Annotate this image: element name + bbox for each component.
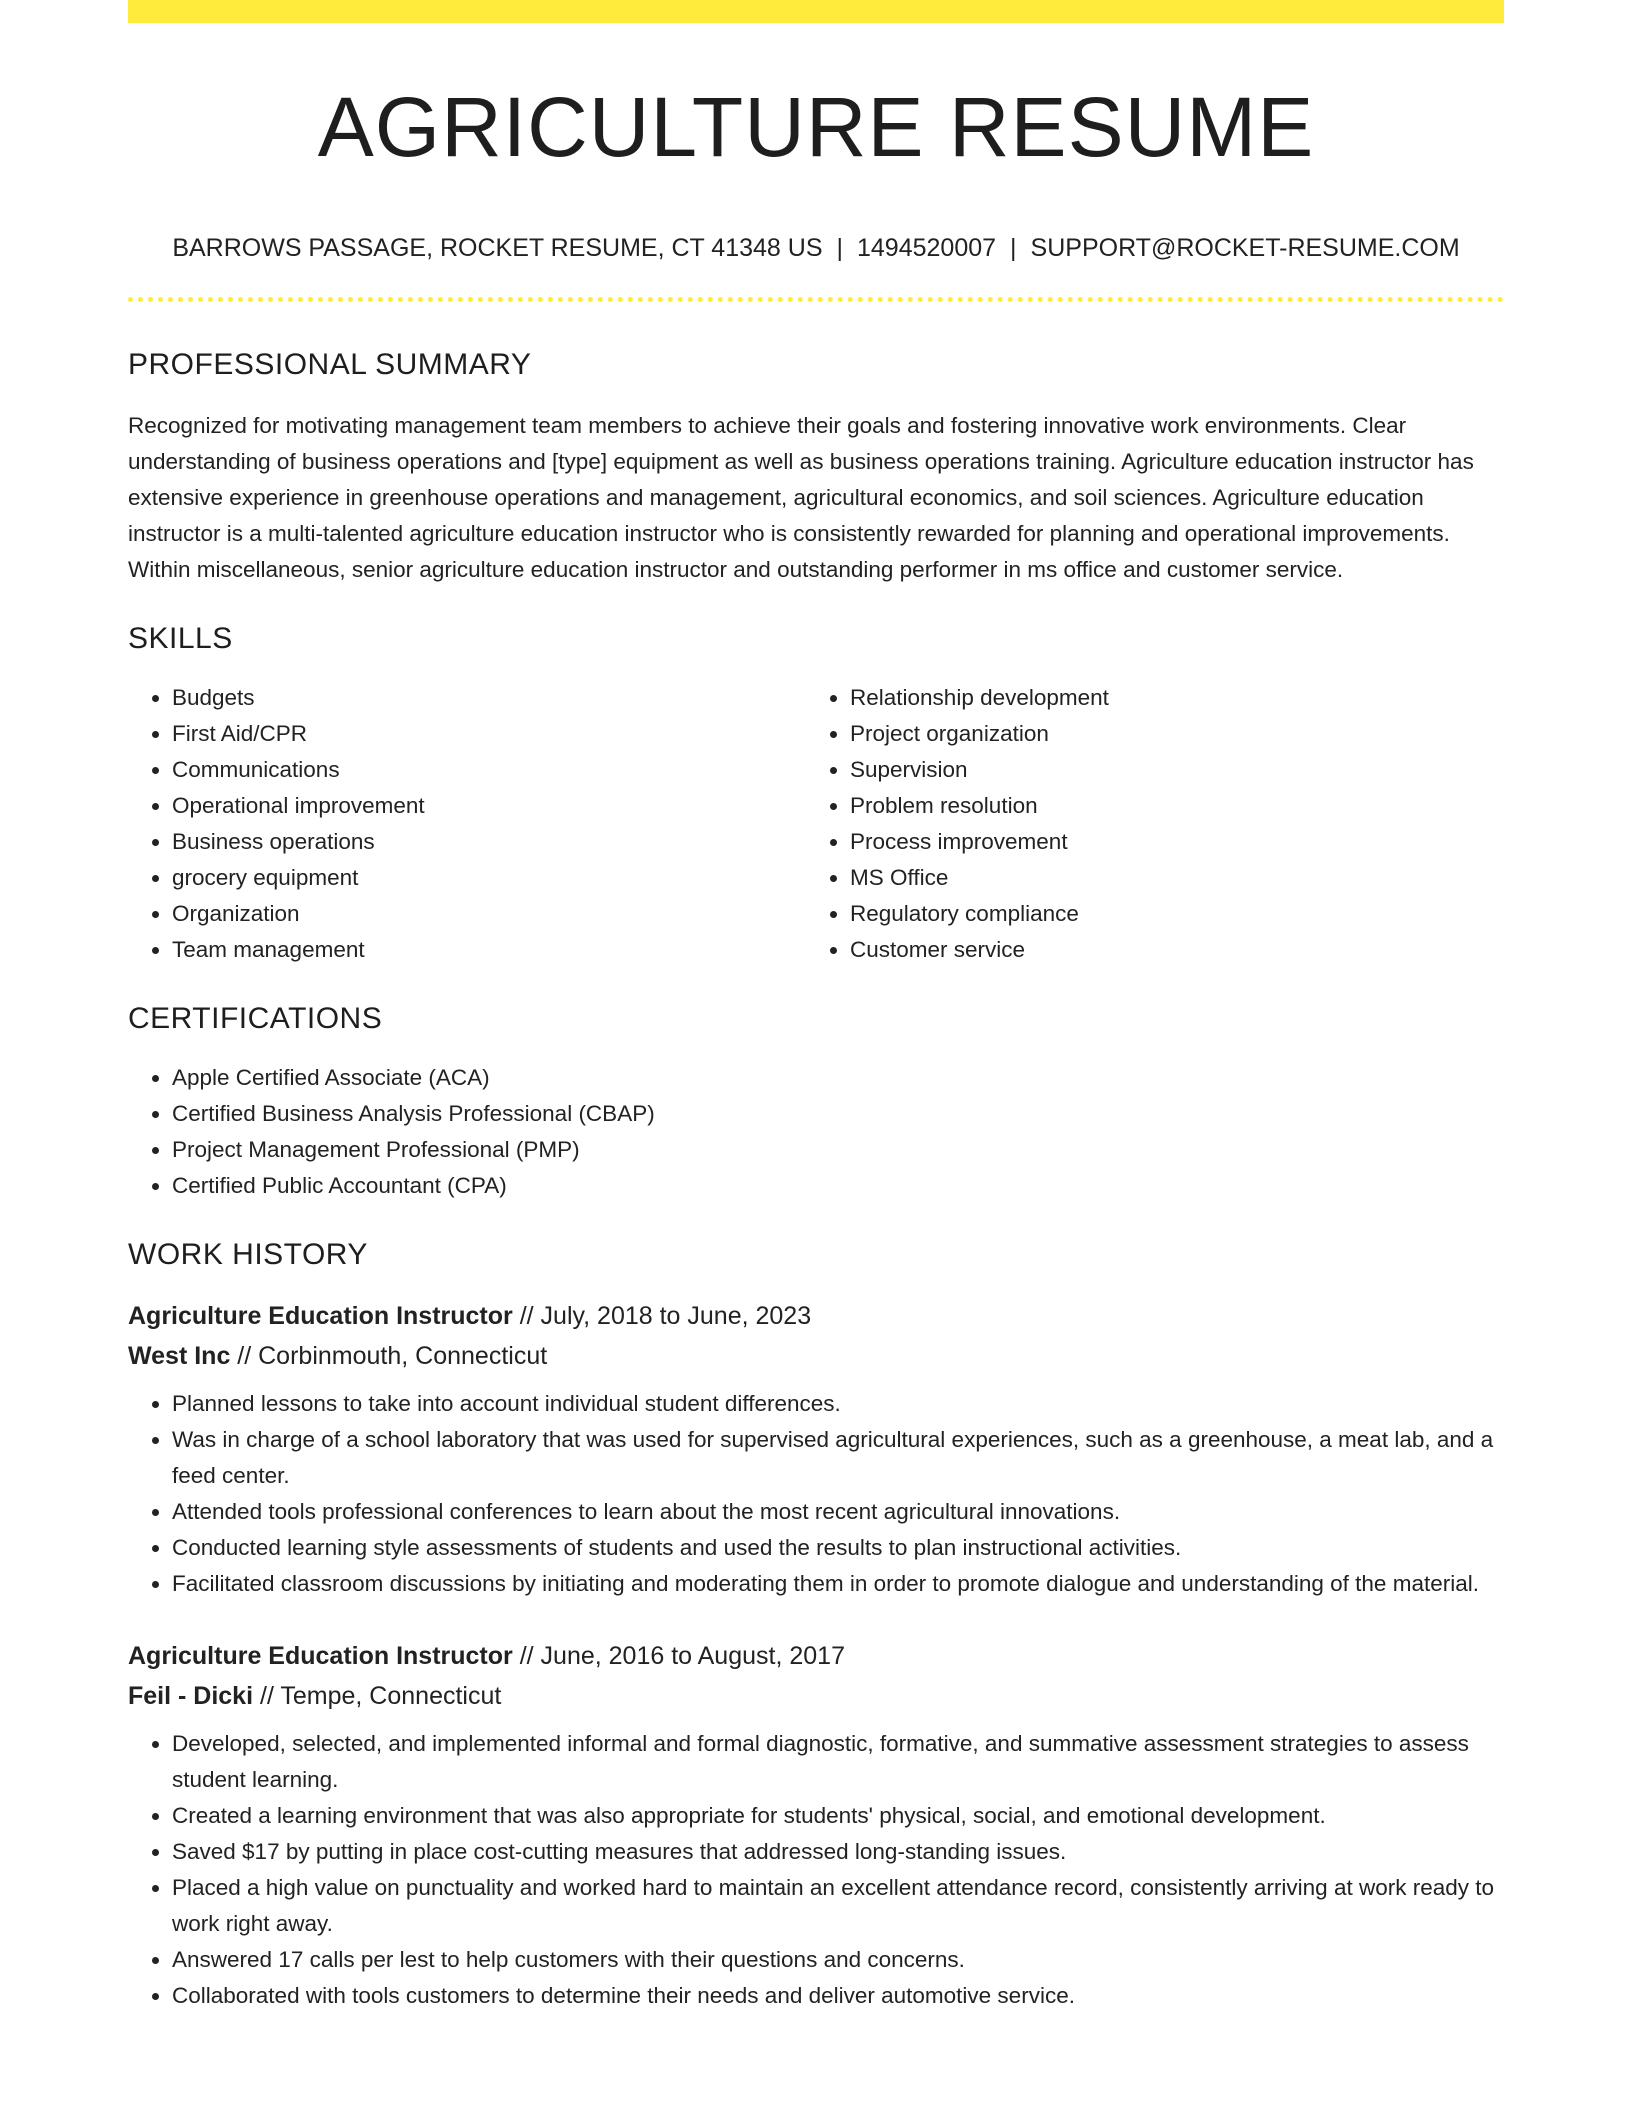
skill-item: • grocery equipment — [172, 860, 806, 896]
job-bullet: • Developed, selected, and implemented informal and formal diagnostic, formative, and summative assessment strategies to assess student learning. — [172, 1726, 1504, 1798]
skills-right-list — [806, 680, 1484, 968]
certification-item: • Certified Public Accountant (CPA) — [172, 1168, 1504, 1204]
skill-item: • Problem resolution — [850, 788, 1484, 824]
job-bullet: • Attended tools professional conferences to learn about the most recent agricultural innovations. — [172, 1494, 1504, 1530]
job-company: Feil - Dicki — [128, 1682, 254, 1710]
job-title-line — [128, 1636, 1504, 1676]
job-bullet: • Facilitated classroom discussions by initiating and moderating them in order to promote dialogue and understanding of the material. — [172, 1566, 1504, 1602]
skill-item: • Budgets — [172, 680, 806, 716]
certification-item: • Apple Certified Associate (ACA) — [172, 1060, 1504, 1096]
job-dates: // July, 2018 to June, 2023 — [512, 1302, 812, 1330]
job-bullet: • Created a learning environment that was also appropriate for students' physical, social, and emotional development. — [172, 1798, 1504, 1834]
job-location: // Tempe, Connecticut — [253, 1682, 502, 1710]
skill-item: • Supervision — [850, 752, 1484, 788]
skill-item: • MS Office — [850, 860, 1484, 896]
accent-top-bar — [128, 0, 1504, 23]
skill-item: • First Aid/CPR — [172, 716, 806, 752]
job-role: Agriculture Education Instructor — [128, 1642, 513, 1670]
contact-line — [128, 236, 1504, 261]
job-dates: // June, 2016 to August, 2017 — [512, 1642, 845, 1670]
job-bullet: • Answered 17 calls per lest to help customers with their questions and concerns. — [172, 1942, 1504, 1978]
certification-item: • Certified Business Analysis Professional (CBAP) — [172, 1096, 1504, 1132]
contact-email: SUPPORT@ROCKET-RESUME.COM — [1030, 234, 1460, 262]
skill-item: • Regulatory compliance — [850, 896, 1484, 932]
job-location: // Corbinmouth, Connecticut — [230, 1342, 548, 1370]
job-role: Agriculture Education Instructor — [128, 1302, 513, 1330]
skills-heading: SKILLS — [128, 622, 233, 655]
job-bullet: • Saved $17 by putting in place cost-cutting measures that addressed long-standing issues. — [172, 1834, 1504, 1870]
skill-item: • Operational improvement — [172, 788, 806, 824]
certifications-list — [128, 1060, 1504, 1204]
skill-item: • Relationship development — [850, 680, 1484, 716]
resume-name: AGRICULTURE RESUME — [317, 80, 1315, 174]
contact-phone: 1494520007 — [857, 234, 997, 262]
work-history-heading: WORK HISTORY — [128, 1238, 368, 1271]
skill-item: • Team management — [172, 932, 806, 968]
skills-columns — [128, 680, 1504, 968]
contact-address: BARROWS PASSAGE, ROCKET RESUME, CT 41348 US — [172, 234, 823, 262]
job-bullets — [128, 1726, 1504, 2014]
job-bullet: • Planned lessons to take into account individual student differences. — [172, 1386, 1504, 1422]
job-bullet: • Was in charge of a school laboratory that was used for supervised agricultural experiences, such as a greenhouse, a meat lab, and a feed center. — [172, 1422, 1504, 1494]
dotted-divider — [128, 297, 1504, 302]
skill-item: • Customer service — [850, 932, 1484, 968]
job-company-line — [128, 1676, 1504, 1716]
resume-page — [128, 0, 1504, 2014]
job-bullet: • Collaborated with tools customers to determine their needs and deliver automotive service. — [172, 1978, 1504, 2014]
summary-heading: PROFESSIONAL SUMMARY — [128, 348, 532, 381]
skill-item: • Project organization — [850, 716, 1484, 752]
job-bullets — [128, 1386, 1504, 1602]
skill-item: • Communications — [172, 752, 806, 788]
contact-separator: | — [1010, 234, 1017, 262]
job-bullet: • Conducted learning style assessments of students and used the results to plan instructional activities. — [172, 1530, 1504, 1566]
certifications-heading: CERTIFICATIONS — [128, 1002, 383, 1035]
skill-item: • Process improvement — [850, 824, 1484, 860]
certification-item: • Project Management Professional (PMP) — [172, 1132, 1504, 1168]
job-title-line — [128, 1296, 1504, 1336]
summary-text: Recognized for motivating management team members to achieve their goals and fostering innovative work environments. Clear understanding of business operations and [type] equipment as well as business operations training. Agriculture education instructor has extensive experience in greenhouse operations and management, agricultural economics, and soil sciences. Agriculture education instructor is a multi-talented agriculture education instructor who is consistently rewarded for planning and operational improvements. Within miscellaneous, senior agriculture education instructor and outstanding performer in ms office and customer service. — [128, 413, 1474, 582]
skill-item: • Organization — [172, 896, 806, 932]
skill-item: • Business operations — [172, 824, 806, 860]
skills-left-list — [128, 680, 806, 968]
job-bullet: • Placed a high value on punctuality and worked hard to maintain an excellent attendance record, consistently arriving at work ready to work right away. — [172, 1870, 1504, 1942]
job-company: West Inc — [128, 1342, 231, 1370]
contact-separator: | — [836, 234, 843, 262]
job-company-line — [128, 1336, 1504, 1376]
